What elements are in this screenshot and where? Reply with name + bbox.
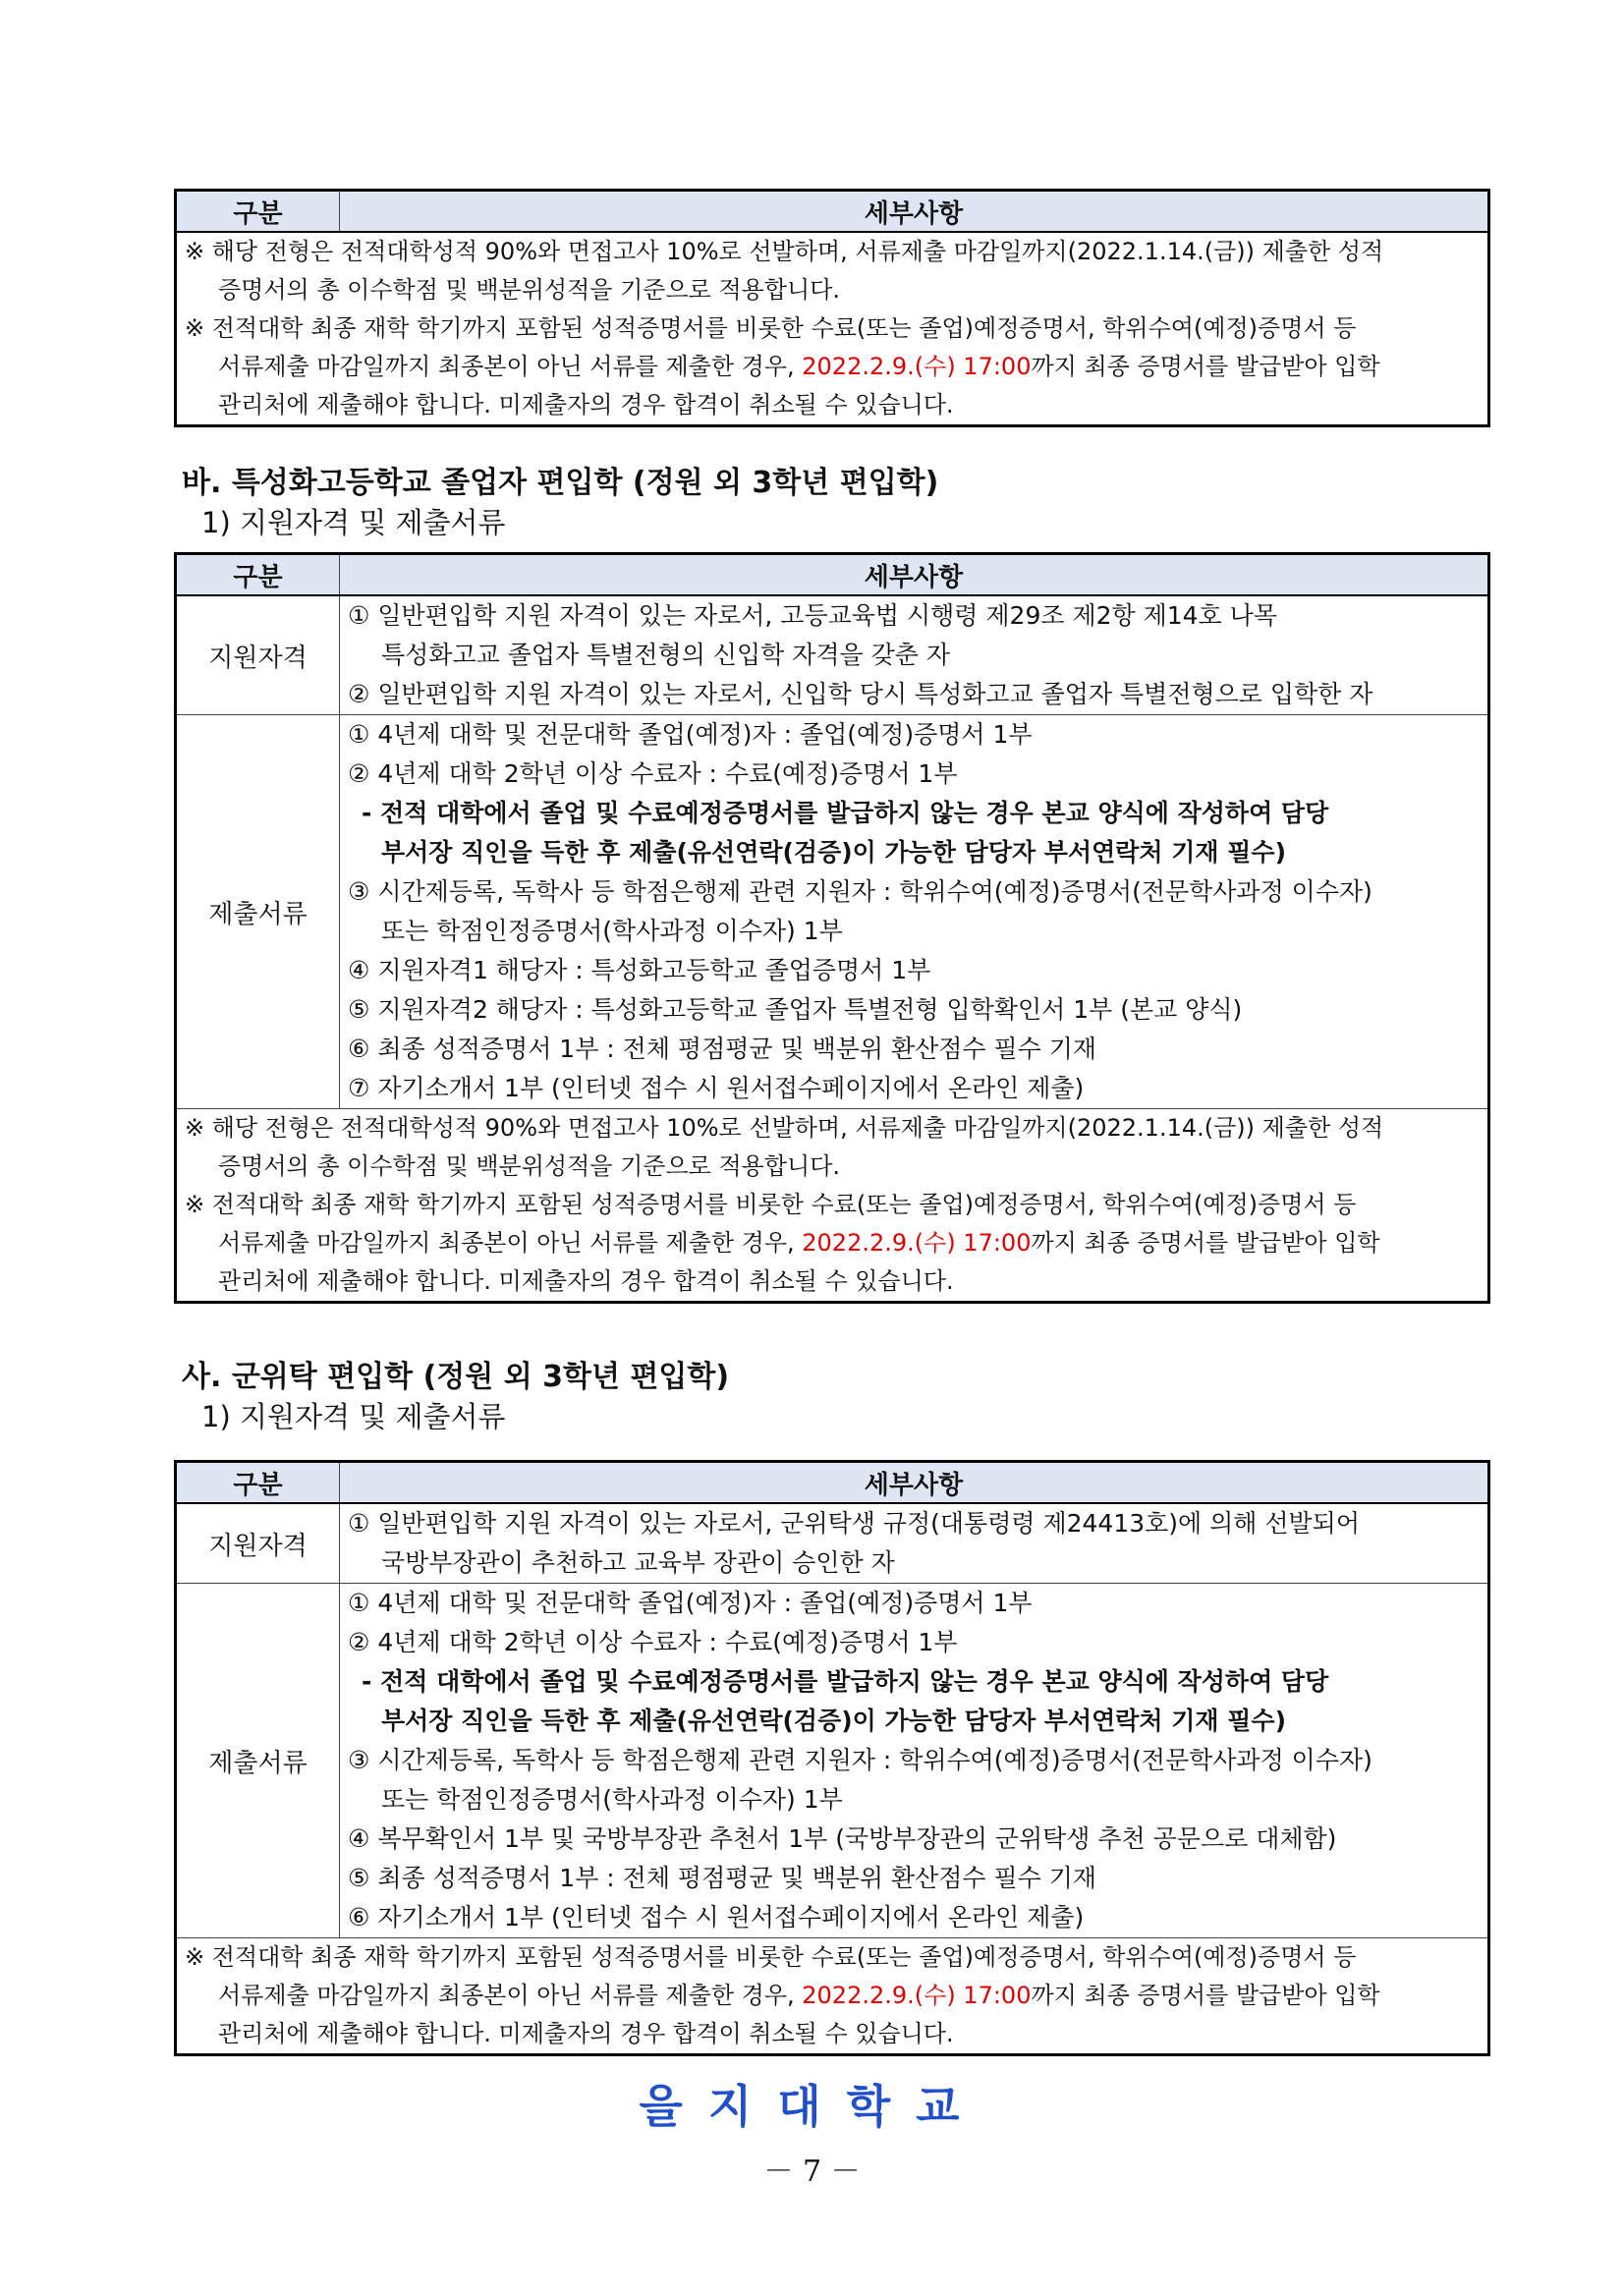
note-line: 관리처에 제출해야 합니다. 미제출자의 경우 합격이 취소될 수 있습니다. xyxy=(218,1267,954,1295)
detail-line: ⑤ 지원자격2 해당자 : 특성화고등학교 졸업자 특별전형 입학확인서 1부 (본교 양식) xyxy=(348,995,1243,1024)
detail-line: ① 4년제 대학 및 전문대학 졸업(예정)자 : 졸업(예정)증명서 1부 xyxy=(348,720,1033,749)
detail-line: ② 4년제 대학 2학년 이상 수료자 : 수료(예정)증명서 1부 xyxy=(348,759,958,788)
documents-details xyxy=(340,715,1489,1109)
documents-details xyxy=(340,1584,1489,1938)
detail-line: ⑦ 자기소개서 1부 (인터넷 접수 시 원서접수페이지에서 온라인 제출) xyxy=(348,1074,1085,1102)
note-line: ※ 전적대학 최종 재학 학기까지 포함된 성적증명서를 비롯한 수료(또는 졸업)예정증명서, 학위수여(예정)증명서 등 xyxy=(185,1191,1357,1218)
notes-row xyxy=(176,232,1489,426)
detail-line: ⑤ 최종 성적증명서 1부 : 전체 평점평균 및 백분위 환산점수 필수 기재 xyxy=(348,1864,1097,1892)
note-line: 관리처에 제출해야 합니다. 미제출자의 경우 합격이 취소될 수 있습니다. xyxy=(218,2020,954,2047)
page-number: － 7 － xyxy=(763,2155,861,2189)
detail-line: ② 일반편입학 지원 자격이 있는 자로서, 신입학 당시 특성화고교 졸업자 특별전형으로 입학한 자 xyxy=(348,680,1373,708)
detail-line: ① 일반편입학 지원 자격이 있는 자로서, 고등교육법 시행령 제29조 제2항 제14호 나목 xyxy=(348,601,1277,630)
table-notes-top xyxy=(174,189,1490,427)
documents-label: 제출서류 xyxy=(176,1584,340,1938)
detail-line: ① 4년제 대학 및 전문대학 졸업(예정)자 : 졸업(예정)증명서 1부 xyxy=(348,1589,1033,1617)
documents-row xyxy=(176,715,1489,1109)
detail-line-bold: 부서장 직인을 득한 후 제출(유선연락(검증)이 가능한 담당자 부서연락처 기재 필수) xyxy=(381,838,1286,867)
documents-label: 제출서류 xyxy=(176,715,340,1109)
deadline-highlight: 2022.2.9.(수) 17:00 xyxy=(802,353,1032,380)
detail-line: ③ 시간제등록, 독학사 등 학점은행제 관련 지원자 : 학위수여(예정)증명서(전문학사과정 이수자) xyxy=(348,877,1372,906)
qualification-details xyxy=(340,595,1489,715)
header-col-category: 구분 xyxy=(176,191,340,233)
header-col-category: 구분 xyxy=(176,554,340,596)
detail-line: 특성화고교 졸업자 특별전형의 신입학 자격을 갖춘 자 xyxy=(381,641,950,669)
detail-line: ④ 복무확인서 1부 및 국방부장관 추천서 1부 (국방부장관의 군위탁생 추천 공문으로 대체함) xyxy=(348,1824,1337,1853)
note-line: ※ 전적대학 최종 재학 학기까지 포함된 성적증명서를 비롯한 수료(또는 졸업)예정증명서, 학위수여(예정)증명서 등 xyxy=(185,1943,1357,1971)
detail-line: 또는 학점인정증명서(학사과정 이수자) 1부 xyxy=(381,1785,843,1814)
note-line: 서류제출 마감일까지 최종본이 아닌 서류를 제출한 경우, 2022.2.9.(수) 17:00까지 최종 증명서를 발급받아 입학 xyxy=(218,1229,1380,1257)
table-header xyxy=(176,554,1489,596)
header-col-category: 구분 xyxy=(176,1462,340,1504)
qualification-row xyxy=(176,595,1489,715)
table-header xyxy=(176,191,1489,233)
detail-line-bold: 부서장 직인을 득한 후 제출(유선연락(검증)이 가능한 담당자 부서연락처 기재 필수) xyxy=(381,1707,1286,1735)
table-ba xyxy=(174,552,1490,1304)
detail-line-bold: - 전적 대학에서 졸업 및 수료예정증명서를 발급하지 않는 경우 본교 양식에 작성하여 담당 xyxy=(362,1667,1329,1696)
table-sa xyxy=(174,1460,1490,2056)
header-col-details: 세부사항 xyxy=(340,191,1489,233)
deadline-highlight: 2022.2.9.(수) 17:00 xyxy=(802,1982,1032,2009)
detail-line: ④ 지원자격1 해당자 : 특성화고등학교 졸업증명서 1부 xyxy=(348,956,931,984)
note-line: ※ 해당 전형은 전적대학성적 90%와 면접고사 10%로 선발하며, 서류제출 마감일까지(2022.1.14.(금)) 제출한 성적 xyxy=(185,238,1384,265)
header-col-details: 세부사항 xyxy=(340,1462,1489,1504)
notes-row xyxy=(176,1938,1489,2055)
detail-line: 국방부장관이 추천하고 교육부 장관이 승인한 자 xyxy=(381,1548,895,1577)
table-header xyxy=(176,1462,1489,1504)
notes-cell xyxy=(176,1109,1489,1303)
detail-line: ⑥ 최종 성적증명서 1부 : 전체 평점평균 및 백분위 환산점수 필수 기재 xyxy=(348,1035,1097,1063)
note-line: 서류제출 마감일까지 최종본이 아닌 서류를 제출한 경우, 2022.2.9.(수) 17:00까지 최종 증명서를 발급받아 입학 xyxy=(218,353,1380,380)
note-line: 증명서의 총 이수학점 및 백분위성적을 기준으로 적용합니다. xyxy=(218,276,841,304)
detail-line: ② 4년제 대학 2학년 이상 수료자 : 수료(예정)증명서 1부 xyxy=(348,1628,958,1656)
deadline-highlight: 2022.2.9.(수) 17:00 xyxy=(802,1229,1032,1257)
qualification-label: 지원자격 xyxy=(176,595,340,715)
notes-row xyxy=(176,1109,1489,1303)
documents-row xyxy=(176,1584,1489,1938)
section-title-sa: 사. 군위탁 편입학 (정원 외 3학년 편입학) xyxy=(182,1360,730,1394)
note-line: 서류제출 마감일까지 최종본이 아닌 서류를 제출한 경우, 2022.2.9.(수) 17:00까지 최종 증명서를 발급받아 입학 xyxy=(218,1982,1380,2009)
note-line: 관리처에 제출해야 합니다. 미제출자의 경우 합격이 취소될 수 있습니다. xyxy=(218,391,954,419)
qualification-label: 지원자격 xyxy=(176,1503,340,1584)
notes-cell xyxy=(176,232,1489,426)
detail-line-bold: - 전적 대학에서 졸업 및 수료예정증명서를 발급하지 않는 경우 본교 양식에 작성하여 담당 xyxy=(362,799,1329,827)
qualification-row xyxy=(176,1503,1489,1584)
note-line: ※ 해당 전형은 전적대학성적 90%와 면접고사 10%로 선발하며, 서류제출 마감일까지(2022.1.14.(금)) 제출한 성적 xyxy=(185,1114,1384,1142)
detail-line: 또는 학점인정증명서(학사과정 이수자) 1부 xyxy=(381,917,843,945)
note-line: 증명서의 총 이수학점 및 백분위성적을 기준으로 적용합니다. xyxy=(218,1152,841,1180)
university-name: 을지대학교 xyxy=(639,2080,985,2133)
subtitle-ba: 1) 지원자격 및 제출서류 xyxy=(201,506,506,539)
notes-cell xyxy=(176,1938,1489,2055)
header-col-details: 세부사항 xyxy=(340,554,1489,596)
note-line: ※ 전적대학 최종 재학 학기까지 포함된 성적증명서를 비롯한 수료(또는 졸업)예정증명서, 학위수여(예정)증명서 등 xyxy=(185,314,1357,342)
subtitle-sa: 1) 지원자격 및 제출서류 xyxy=(201,1400,506,1433)
qualification-details xyxy=(340,1503,1489,1584)
section-title-ba: 바. 특성화고등학교 졸업자 편입학 (정원 외 3학년 편입학) xyxy=(182,466,939,500)
detail-line: ① 일반편입학 지원 자격이 있는 자로서, 군위탁생 규정(대통령령 제24413호)에 의해 선발되어 xyxy=(348,1509,1360,1538)
detail-line: ③ 시간제등록, 독학사 등 학점은행제 관련 지원자 : 학위수여(예정)증명서(전문학사과정 이수자) xyxy=(348,1746,1372,1774)
detail-line: ⑥ 자기소개서 1부 (인터넷 접수 시 원서접수페이지에서 온라인 제출) xyxy=(348,1903,1085,1932)
